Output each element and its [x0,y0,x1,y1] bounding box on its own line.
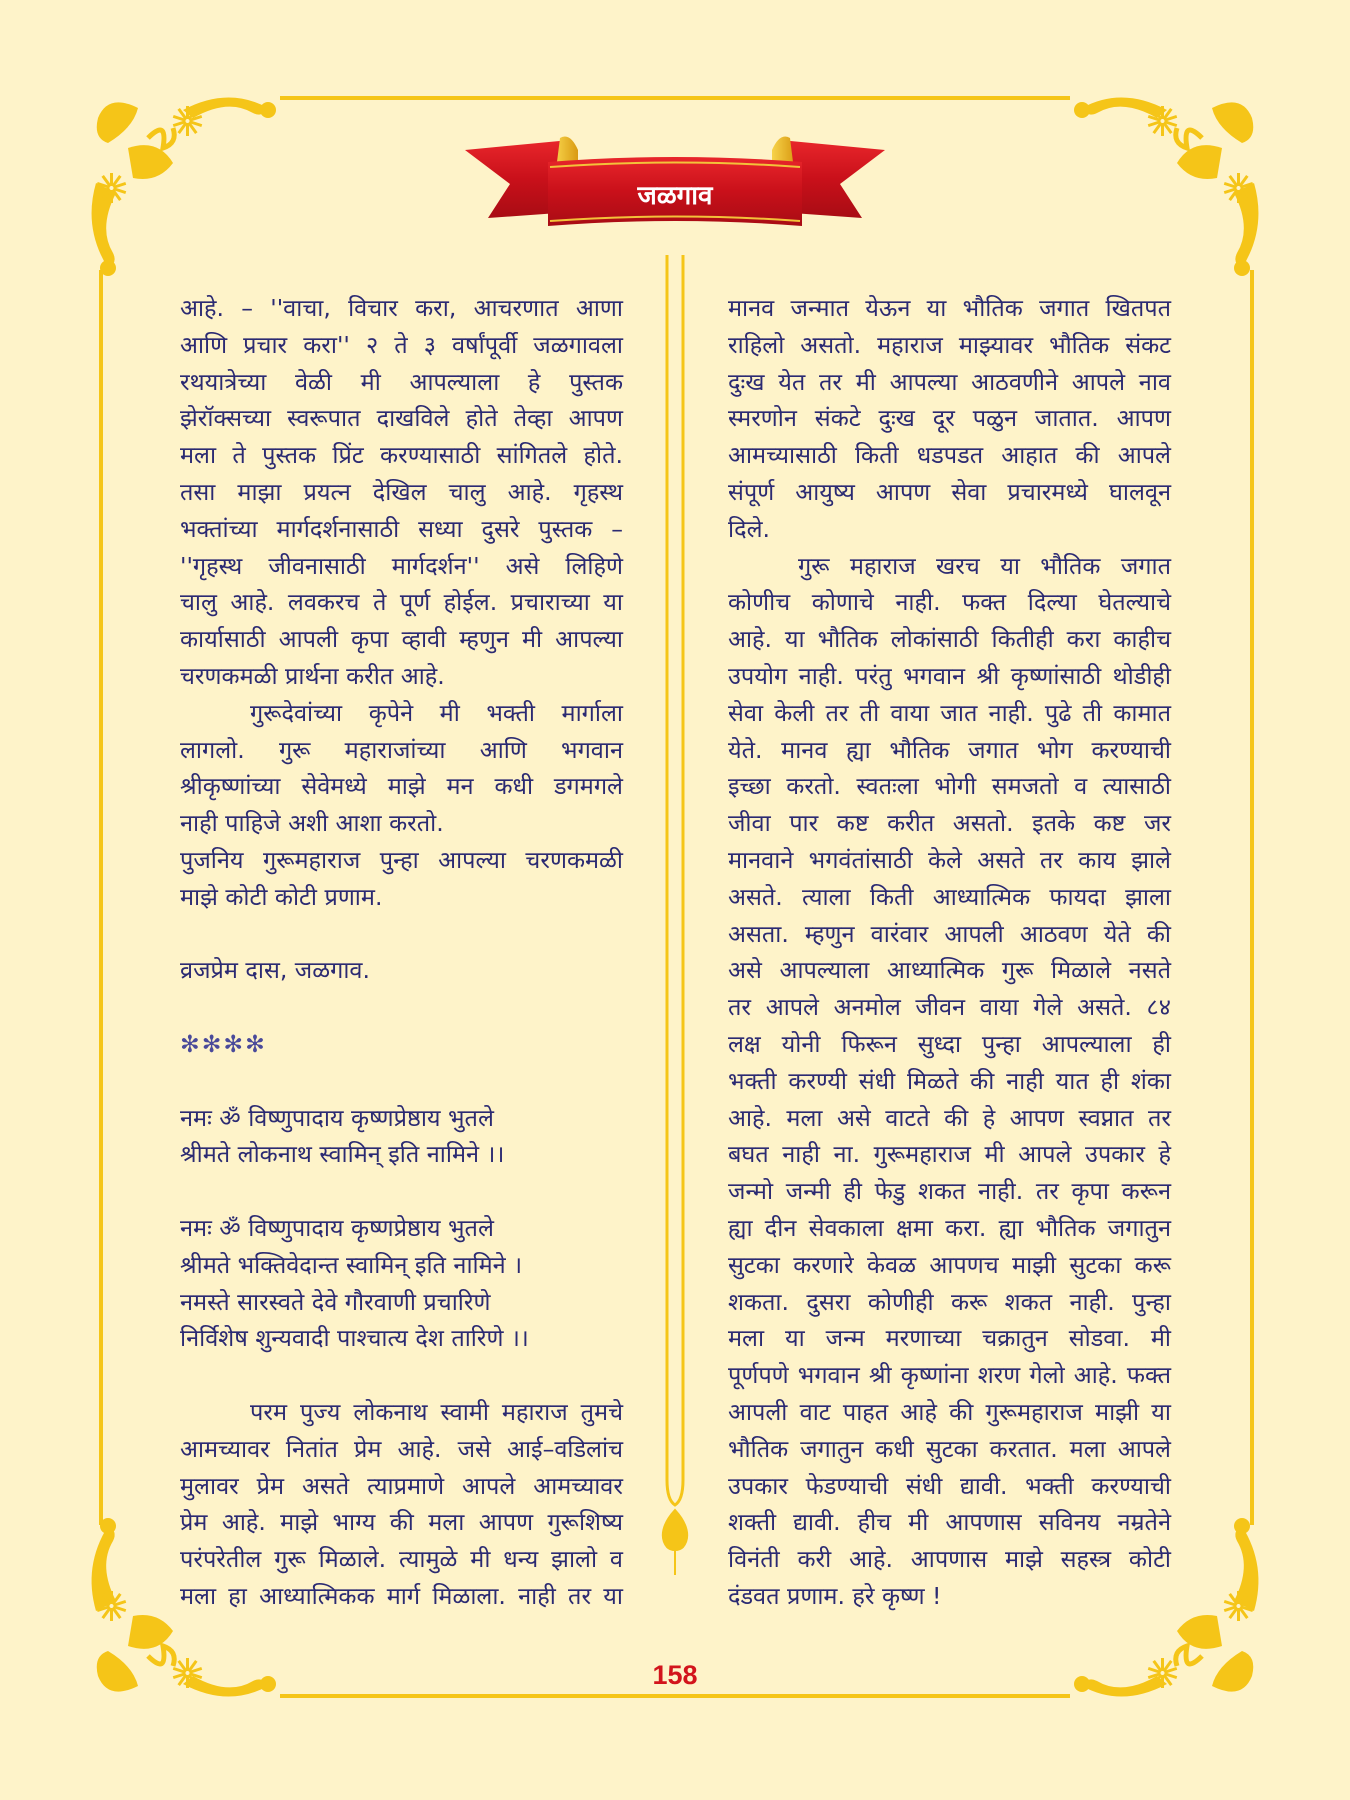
separator-asterisks: ✻✻✻✻ [180,1029,267,1058]
drop-ornament-icon [663,1510,687,1575]
paragraph-line: असे आपल्याला आध्यात्मिक गुरू मिळाले नसते [728,956,1171,985]
paragraph-line: भक्तांच्या मार्गदर्शनासाठी सध्या दुसरे पुस्तक – [180,514,623,543]
paragraph-line: गुरूदेवांच्या कृपेने मी भक्ती मार्गाला [250,698,623,727]
paragraph-line: मुलावर प्रेम असते त्याप्रमाणे आपले आमच्यावर [180,1471,623,1500]
verse-line: नमस्ते सारस्वते देवे गौरवाणी प्रचारिणे [180,1287,491,1316]
paragraph-line: परंपरेतील गुरू मिळाले. त्यामुळे मी धन्य झालो व [180,1545,623,1574]
blank-line [180,1357,623,1394]
paragraph-line: आहे. या भौतिक लोकांसाठी कितीही करा काहीच [728,625,1171,654]
paragraph-line: आहे. – ''वाचा, विचार करा, आचरणात आणा [180,294,623,322]
paragraph-line: माझे कोटी कोटी प्रणाम. [180,882,383,911]
paragraph-line: पुजनिय गुरूमहाराज पुन्हा आपल्या चरणकमळी [180,845,623,874]
paragraph-line: रथयात्रेच्या वेळी मी आपल्याला हे पुस्तक [180,367,623,396]
paragraph-line: लक्ष योनी फिरून सुध्दा पुन्हा आपल्याला ही [728,1029,1171,1058]
paragraph-line: नाही पाहिजे अशी आशा करतो. [180,809,444,838]
paragraph-line: बघत नाही ना. गुरूमहाराज मी आपले उपकार हे [728,1140,1171,1169]
paragraph-line: आपली वाट पाहत आहे की गुरूमहाराज माझी या [728,1397,1171,1426]
blank-line [180,1063,623,1100]
paragraph-line: इच्छा करतो. स्वतःला भोगी समजतो व त्यासाठी [728,772,1171,801]
paragraph-line: मानव जन्मात येऊन या भौतिक जगात खितपत [728,294,1171,322]
paragraph-line: शकता. दुसरा कोणीही करू शकत नाही. पुन्हा [728,1287,1171,1316]
paragraph-line: संपूर्ण आयुष्य आपण सेवा प्रचारमध्ये घालवून [728,477,1171,506]
paragraph-line: ह्या दीन सेवकाला क्षमा करा. ह्या भौतिक जगातुन [728,1213,1171,1242]
paragraph-line: उपयोग नाही. परंतु भगवान श्री कृष्णांसाठी थोडीही [728,661,1171,690]
paragraph-line: कार्यासाठी आपली कृपा व्हावी म्हणुन मी आपल्या [180,625,623,654]
paragraph-line: दिले. [728,514,770,543]
paragraph-line: असता. म्हणुन वारंवार आपली आठवण येते की [728,919,1171,948]
paragraph-line: मला ते पुस्तक प्रिंट करण्यासाठी सांगितले होते. [180,441,623,470]
paragraph-line: गुरू महाराज खरच या भौतिक जगात [798,551,1171,580]
paragraph-line: झेरॉक्सच्या स्वरूपात दाखविले होते तेव्हा आपण [180,404,623,433]
verse-line: श्रीमते लोकनाथ स्वामिन् इति नामिने ।। [180,1140,505,1169]
paragraph-line: चरणकमळी प्रार्थना करीत आहे. [180,661,445,690]
paragraph-line: तर आपले अनमोल जीवन वाया गेले असते. ८४ [728,993,1171,1022]
verse-line: श्रीमते भक्तिवेदान्त स्वामिन् इति नामिने । [180,1250,523,1279]
paragraph-line: प्रेम आहे. माझे भाग्य की मला आपण गुरूशिष्य [180,1508,623,1537]
verse-line: नमः ॐ विष्णुपादाय कृष्णप्रेष्ठाय भुतले [180,1103,494,1132]
paragraph-line: लागलो. गुरू महाराजांच्या आणि भगवान [180,735,623,764]
paragraph-line: पूर्णपणे भगवान श्री कृष्णांना शरण गेलो आहे. फक्त [728,1361,1171,1390]
paragraph-line: दुःख येत तर मी आपल्या आठवणीने आपले नाव [728,367,1171,396]
paragraph-line: मला हा आध्यात्मिकक मार्ग मिळाला. नाही तर या [180,1581,623,1610]
paragraph-line: स्मरणोन संकटे दुःख दूर पळुन जातात. आपण [728,404,1171,433]
paragraph-line: आमच्यासाठी किती धडपडत आहात की आपले [728,441,1171,470]
paragraph-line: ''गृहस्थ जीवनासाठी मार्गदर्शन'' असे लिहिणे [180,551,623,580]
page-title: जळगाव [637,181,713,211]
blank-line [180,916,623,953]
blank-line [180,1173,623,1210]
page-number: 158 [652,1660,698,1690]
left-column [180,290,623,1615]
paragraph-line: आमच्यावर नितांत प्रेम आहे. जसे आई–वडिलांच [180,1434,623,1463]
verse-line: निर्विशेष शुन्यवादी पाश्चात्य देश तारिणे ।। [180,1324,529,1353]
paragraph-line: शक्ती द्यावी. हीच मी आपणास सविनय नम्रतेने [728,1508,1171,1537]
verse-line: नमः ॐ विष्णुपादाय कृष्णप्रेष्ठाय भुतले [180,1213,494,1242]
paragraph-line: मानवाने भगवंतांसाठी केले असते तर काय झाले [728,845,1171,874]
blank-line [180,989,623,1026]
paragraph-line: श्रीकृष्णांच्या सेवेमध्ये माझे मन कधी डगमगले [180,772,623,801]
paragraph-line: तसा माझा प्रयत्न देखिल चालु आहे. गृहस्थ [180,477,623,506]
paragraph-line: मला या जन्म मरणाच्या चक्रातुन सोडवा. मी [728,1324,1171,1353]
paragraph-line: भक्ती करण्यी संधी मिळते की नाही यात ही शंका [728,1066,1171,1095]
paragraph-line: असते. त्याला किती आध्यात्मिक फायदा झाला [728,882,1171,911]
paragraph-line: येते. मानव ह्या भौतिक जगात भोग करण्याची [728,735,1171,764]
paragraph-line: दंडवत प्रणाम. हरे कृष्ण ! [728,1581,942,1610]
paragraph-line: आणि प्रचार करा'' २ ते ३ वर्षांपूर्वी जळगावला [180,330,623,359]
paragraph-line: परम पुज्य लोकनाथ स्वामी महाराज तुमचे [250,1397,623,1426]
paragraph-line: कोणीच कोणाचे नाही. फक्त दिल्या घेतल्याचे [728,588,1171,617]
paragraph-line: राहिलो असतो. महाराज माझ्यावर भौतिक संकट [728,330,1171,359]
paragraph-line: सुटका करणारे केवळ आपणच माझी सुटका करू [728,1250,1171,1279]
paragraph-line: जन्मो जन्मी ही फेडु शकत नाही. तर कृपा करून [728,1177,1171,1206]
column-divider [645,255,705,1575]
right-column [728,290,1171,1615]
paragraph-line: उपकार फेडण्याची संधी द्यावी. भक्ती करण्याची [728,1471,1171,1500]
paragraph-line: चालु आहे. लवकरच ते पूर्ण होईल. प्रचाराच्या या [180,588,623,617]
signature-line: व्रजप्रेम दास, जळगाव. [180,956,370,985]
paragraph-line: विनंती करी आहे. आपणास माझे सहस्त्र कोटी [728,1545,1171,1574]
paragraph-line: आहे. मला असे वाटते की हे आपण स्वप्नात तर [728,1103,1171,1132]
paragraph-line: भौतिक जगातुन कधी सुटका करतात. मला आपले [728,1434,1171,1463]
paragraph-line: सेवा केली तर ती वाया जात नाही. पुढे ती कामात [728,698,1171,727]
paragraph-line: जीवा पार कष्ट करीत असतो. इतके कष्ट जर [728,809,1171,838]
